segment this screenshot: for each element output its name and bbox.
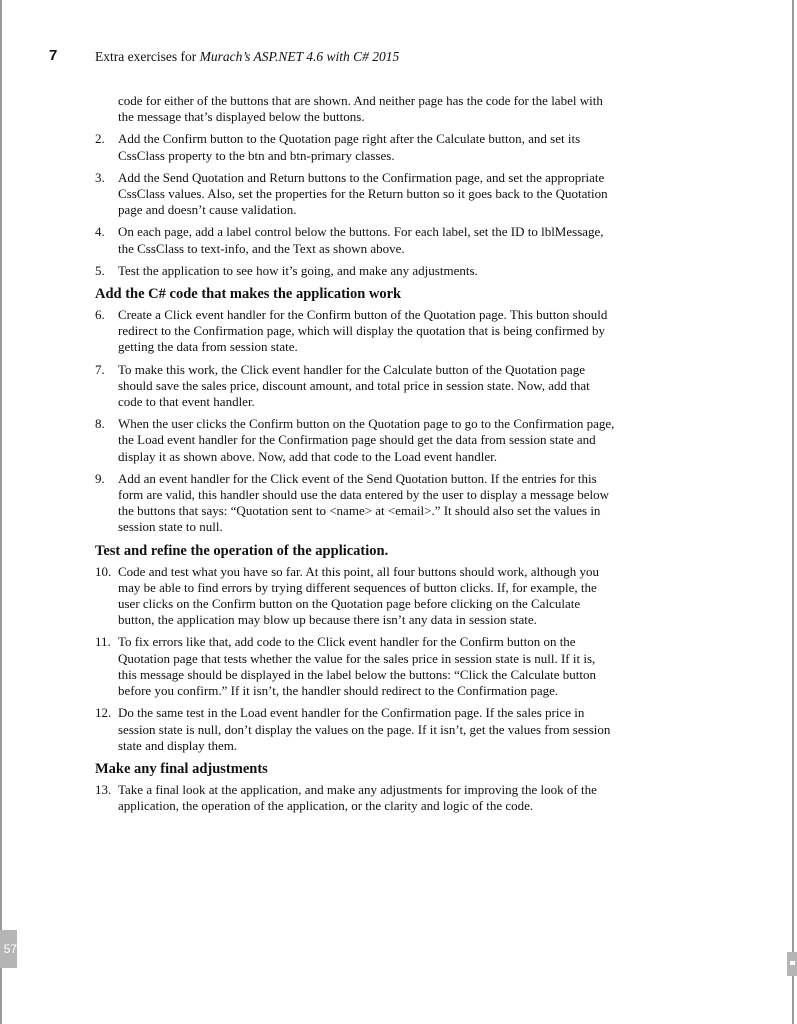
list-item [95,224,615,256]
previous-page-tab[interactable] [0,930,17,968]
section2-heading: Add the C# code that makes the application work [95,286,402,303]
item-text: To make this work, the Click event handler for the Calculate button of the Quotation page should save the sales price, discount amount, and total price in session state. Now, add that code to that event handler. [118,361,590,410]
next-page-tab[interactable] [787,952,797,976]
viewer-frame-right [792,0,794,1024]
item-number: 9. [95,470,105,486]
book-title-prefix: Extra exercises for [95,49,200,64]
item-text: Add an event handler for the Click event of the Send Quotation button. If the entries for this form are valid, this handler should use the data entered by the user to display a message below the buttons that says: “Quotation sent to <name> at <email>.” It should also set the values in session state to null. [118,470,609,535]
item-text: On each page, add a label control below the buttons. For each label, set the ID to lblMessage, the CssClass to text-info, and the Text as shown above. [118,224,604,256]
item-number: 4. [95,224,105,240]
item-text: Test the application to see how it’s going, and make any adjustments. [118,262,478,278]
list-item [95,705,615,754]
item-number: 6. [95,307,105,323]
intro-paragraph: code for either of the buttons that are shown. And neither page has the code for the label with the message that’s displayed below the buttons. [118,93,603,125]
book-title-italic: Murach’s ASP.NET 4.6 with C# 2015 [199,49,400,64]
item-text: Code and test what you have so far. At this point, all four buttons should work, although you may be able to find errors by trying different sequences of button clicks. If, for example, the user clicks on the Confirm button on the Quotation page before clicking on the Calculate button, the application may blow up because there isn’t any data in session state. [118,563,599,628]
previous-page-label: 57 [3,942,17,956]
section3-list [95,564,615,754]
list-item [95,564,615,629]
section4-heading: Make any final adjustments [95,760,268,777]
item-number: 12. [95,705,112,721]
item-text: When the user clicks the Confirm button on the Quotation page to go to the Confirmation page, the Load event handler for the Confirmation page should get the data from session state and display it as shown above. Now, add that code to the Load event handler. [118,416,615,464]
list-item [95,471,615,536]
list-item [95,416,615,465]
item-text: Add the Send Quotation and Return buttons to the Confirmation page, and set the appropriate CssClass values. Also, set the properties for the Return button so it goes back to the Quotation page and doesn’t cause validation. [118,169,608,218]
item-number: 2. [95,131,105,147]
item-number: 3. [95,169,105,185]
item-text: To fix errors like that, add code to the Click event handler for the Confirm button on the Quotation page that tests whether the value for the sales price in session state is null. If it is, this message should be displayed in the label below the buttons: “Click the Calculate button before you confirm.” If it isn’t, the handler should redirect to the Confirmation page. [118,634,597,699]
item-number: 11. [95,634,111,650]
section4-list [95,782,615,814]
list-item [95,362,615,411]
section2-list [95,307,615,536]
item-text: Create a Click event handler for the Confirm button of the Quotation page. This button should redirect to the Confirmation page, which will display the quotation that is being confirmed by getting the data from session state. [118,307,608,355]
item-text: Take a final look at the application, and make any adjustments for improving the look of the application, the operation of the application, or the clarity and logic of the code. [118,781,597,814]
book-title [95,48,399,65]
list-item [95,782,615,814]
section3-heading: Test and refine the operation of the application. [95,542,389,559]
item-number: 8. [95,416,105,432]
page-header [0,47,780,67]
item-number: 5. [95,262,105,278]
item-text: Add the Confirm button to the Quotation page right after the Calculate button, and set its CssClass property to the btn and btn-primary classes. [118,131,581,163]
item-number: 7. [95,361,105,377]
list-item [95,263,615,279]
item-number: 13. [95,781,112,797]
page-number: 7 [49,47,58,64]
item-text: Do the same test in the Load event handler for the Confirmation page. If the sales price in session state is null, don’t display the values on the page. If it isn’t, get the values from session state and display them. [118,705,611,753]
page-content [95,93,615,820]
list-item [95,131,615,163]
list-item [95,170,615,219]
viewer-frame-left [0,0,2,1024]
section1-list [95,131,615,279]
list-item [95,634,615,699]
item-number: 10. [95,563,112,579]
list-item [95,307,615,356]
